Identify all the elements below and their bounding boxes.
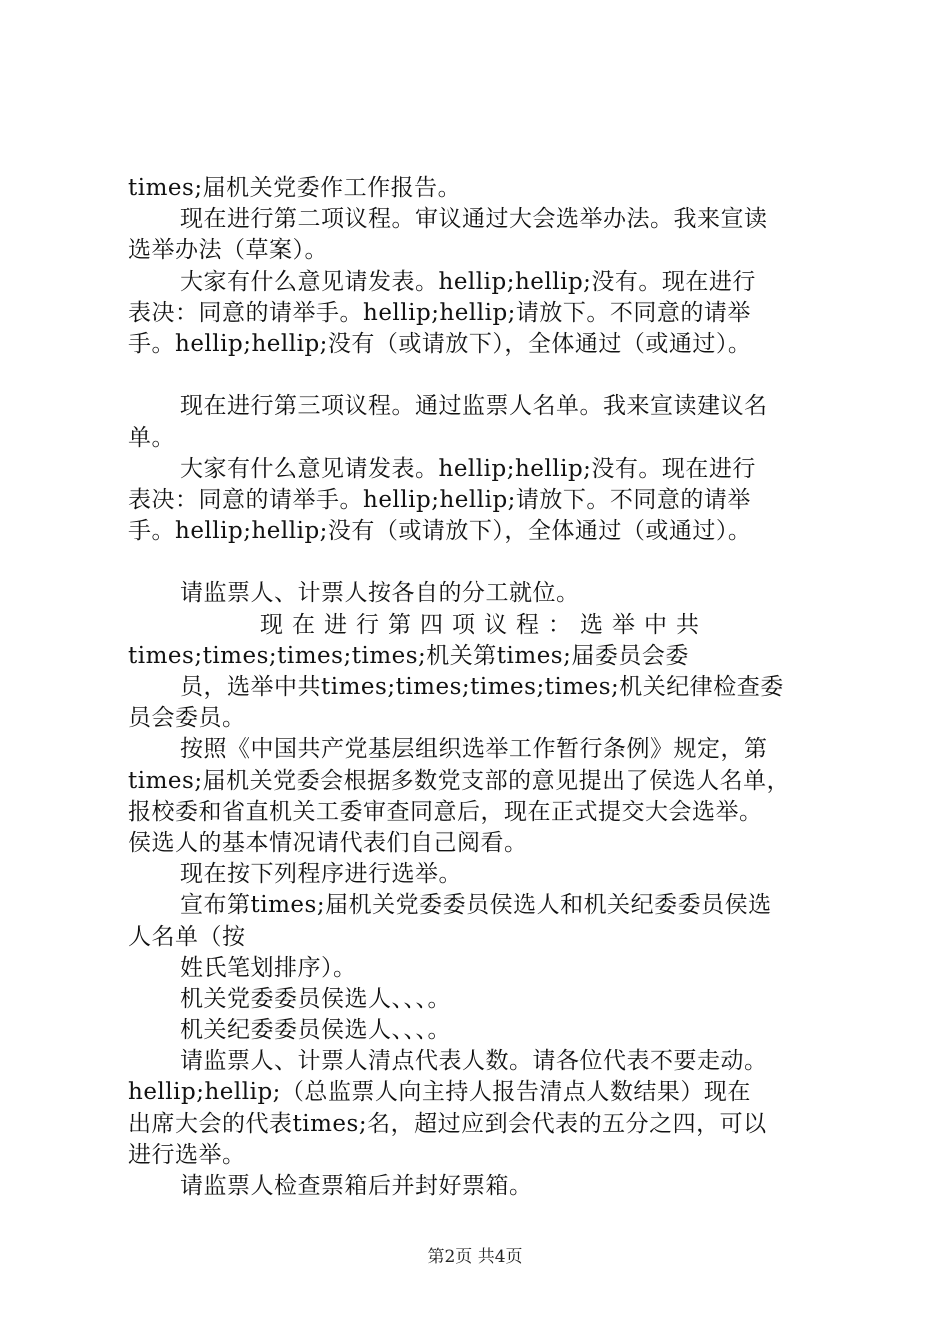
text-line: times;times;times;times;机关第times;届委员会委 xyxy=(128,642,689,669)
blank-line xyxy=(128,547,840,578)
text-line: 表决：同意的请举手。hellip;hellip;请放下。不同意的请举 xyxy=(128,299,751,326)
blank-line xyxy=(128,360,840,391)
text-line: 现在进行第二项议程。审议通过大会选举办法。我来宣读 xyxy=(180,206,768,233)
text-line: 请监票人检查票箱后并封好票箱。 xyxy=(180,1173,533,1199)
text-line: 报校委和省直机关工委审查同意后，现在正式提交大会选举。 xyxy=(128,798,763,825)
text-line: 机关纪委委员侯选人、、、。 xyxy=(180,1017,451,1044)
text-line: 机关党委委员侯选人、、、。 xyxy=(180,985,451,1012)
text-line: 宣布第times;届机关党委委员侯选人和机关纪委委员侯选 xyxy=(180,892,772,919)
text-line: 现在进行第四项议程：选举中共 xyxy=(260,611,708,638)
text-line: 进行选举。 xyxy=(128,1141,246,1168)
page-footer: 第2页 共4页 xyxy=(427,1247,523,1267)
text-line: 侯选人的基本情况请代表们自己阅看。 xyxy=(128,829,528,856)
text-line: 手。hellip;hellip;没有（或请放下），全体通过（或通过）。 xyxy=(128,518,752,545)
text-line: 现在进行第三项议程。通过监票人名单。我来宣读建议名 xyxy=(180,393,768,420)
text-line: 按照《中国共产党基层组织选举工作暂行条例》规定，第 xyxy=(180,736,768,763)
text-line: 现在按下列程序进行选举。 xyxy=(180,861,462,888)
text-line: hellip;hellip;（总监票人向主持人报告清点人数结果）现在 xyxy=(128,1079,751,1106)
text-line: 大家有什么意见请发表。hellip;hellip;没有。现在进行 xyxy=(180,455,756,482)
document-body xyxy=(128,173,840,1202)
text-line: 选举办法（草案）。 xyxy=(128,237,328,264)
text-line: 请监票人、计票人清点代表人数。请各位代表不要走动。 xyxy=(180,1048,768,1075)
text-line: times;届机关党委会根据多数党支部的意见提出了侯选人名单， xyxy=(128,767,791,794)
text-line: 员会委员。 xyxy=(128,705,246,732)
text-line: times;届机关党委作工作报告。 xyxy=(128,175,462,201)
text-line: 员，选举中共times;times;times;times;机关纪律检查委 xyxy=(180,674,784,700)
text-line: 表决：同意的请举手。hellip;hellip;请放下。不同意的请举 xyxy=(128,486,751,513)
text-line: 单。 xyxy=(128,424,175,451)
text-line: 人名单（按 xyxy=(128,923,246,950)
text-line: 出席大会的代表times;名，超过应到会代表的五分之四，可以 xyxy=(128,1110,767,1137)
text-line: 手。hellip;hellip;没有（或请放下），全体通过（或通过）。 xyxy=(128,330,752,357)
text-line: 请监票人、计票人按各自的分工就位。 xyxy=(180,580,580,607)
text-line: 大家有什么意见请发表。hellip;hellip;没有。现在进行 xyxy=(180,268,756,295)
text-line: 姓氏笔划排序）。 xyxy=(180,954,357,981)
